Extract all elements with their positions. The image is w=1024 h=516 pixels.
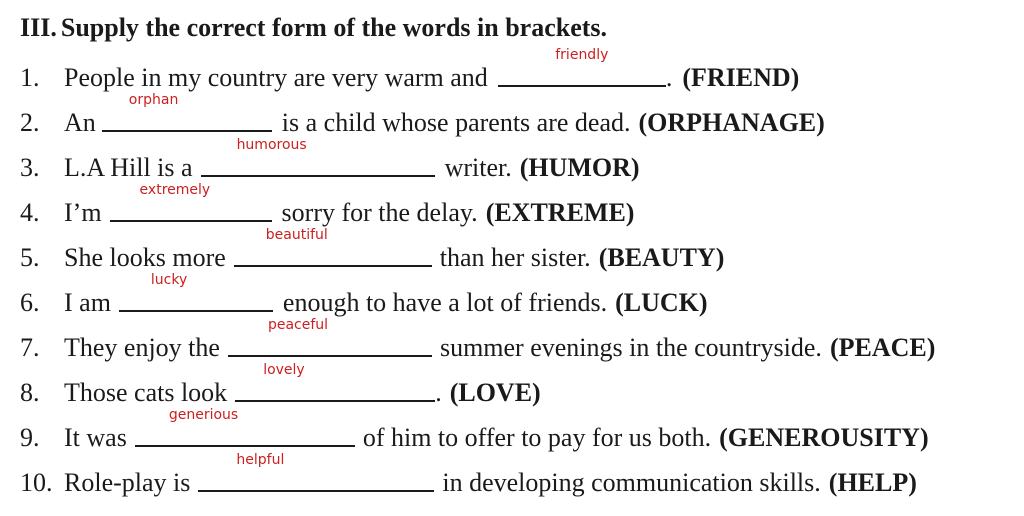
- question-number: 2.: [20, 108, 40, 137]
- question-row: [20, 182, 635, 228]
- question-row: [20, 137, 640, 183]
- answer-blank[interactable]: [119, 272, 273, 312]
- exercise-number: III.: [20, 13, 57, 42]
- word-in-brackets: (HUMOR): [519, 153, 640, 182]
- question-text-before: L.A Hill is a: [64, 153, 193, 182]
- question-row: [20, 362, 541, 408]
- question-text-before: I’m: [64, 198, 102, 227]
- question-number: 8.: [20, 378, 40, 407]
- question-row: [20, 272, 708, 318]
- answer-blank[interactable]: [102, 92, 272, 132]
- question-text-after: sorry for the delay.: [281, 198, 478, 227]
- question-row: [20, 452, 917, 498]
- answer-blank[interactable]: [228, 317, 432, 357]
- question-number: 10.: [20, 468, 53, 497]
- question-number: 3.: [20, 153, 40, 182]
- handwritten-answer: generious: [168, 407, 239, 423]
- question-text-before: They enjoy the: [64, 333, 220, 362]
- handwritten-answer: peaceful: [267, 317, 329, 333]
- answer-blank[interactable]: [498, 47, 666, 87]
- word-in-brackets: (FRIEND): [682, 63, 800, 92]
- question-text-before: She looks more: [64, 243, 226, 272]
- answer-blank[interactable]: [234, 227, 432, 267]
- handwritten-answer: helpful: [236, 452, 285, 468]
- word-in-brackets: (ORPHANAGE): [638, 108, 825, 137]
- question-row: [20, 407, 929, 453]
- answer-blank[interactable]: [135, 407, 355, 447]
- question-text-after: of him to offer to pay for us both.: [362, 423, 712, 452]
- question-text-after: enough to have a lot of friends.: [282, 288, 608, 317]
- handwritten-answer: friendly: [555, 47, 609, 63]
- question-text-before: People in my country are very warm and: [64, 63, 488, 92]
- word-in-brackets: (LUCK): [615, 288, 708, 317]
- word-in-brackets: (HELP): [828, 468, 917, 497]
- question-number: 9.: [20, 423, 40, 452]
- question-text-after: in developing communication skills.: [442, 468, 821, 497]
- question-number: 5.: [20, 243, 40, 272]
- question-text-after: writer.: [444, 153, 512, 182]
- question-text-before: It was: [64, 423, 127, 452]
- question-text-before: Role-play is: [64, 468, 191, 497]
- answer-blank[interactable]: [110, 182, 272, 222]
- question-row: [20, 317, 936, 363]
- exercise-instruction: Supply the correct form of the words in brackets.: [60, 13, 608, 42]
- question-row: [20, 92, 825, 138]
- question-number: 7.: [20, 333, 40, 362]
- question-number: 4.: [20, 198, 40, 227]
- word-in-brackets: (BEAUTY): [598, 243, 725, 272]
- handwritten-answer: beautiful: [265, 227, 328, 243]
- answer-blank[interactable]: [198, 452, 434, 492]
- question-text-before: Those cats look: [64, 378, 228, 407]
- question-text-after: summer evenings in the countryside.: [439, 333, 822, 362]
- handwritten-answer: lucky: [150, 272, 188, 288]
- question-text-before: An: [64, 108, 96, 137]
- question-row: [20, 227, 725, 273]
- question-text-after: than her sister.: [439, 243, 591, 272]
- answer-blank[interactable]: [235, 362, 435, 402]
- answer-blank[interactable]: [201, 137, 435, 177]
- word-in-brackets: (PEACE): [829, 333, 936, 362]
- question-row: [20, 47, 800, 93]
- question-number: 1.: [20, 63, 40, 92]
- question-text-after: .: [435, 378, 442, 407]
- word-in-brackets: (LOVE): [449, 378, 541, 407]
- question-text-after: .: [665, 63, 673, 92]
- handwritten-answer: lovely: [263, 362, 305, 378]
- question-text-before: I am: [64, 288, 111, 317]
- word-in-brackets: (EXTREME): [485, 198, 635, 227]
- question-text-after: is a child whose parents are dead.: [281, 108, 631, 137]
- handwritten-answer: humorous: [236, 137, 307, 153]
- handwritten-answer: extremely: [139, 182, 211, 198]
- handwritten-answer: orphan: [128, 92, 179, 108]
- word-in-brackets: (GENEROUSITY): [719, 423, 929, 452]
- question-number: 6.: [20, 288, 40, 317]
- exercise-heading: [20, 13, 607, 43]
